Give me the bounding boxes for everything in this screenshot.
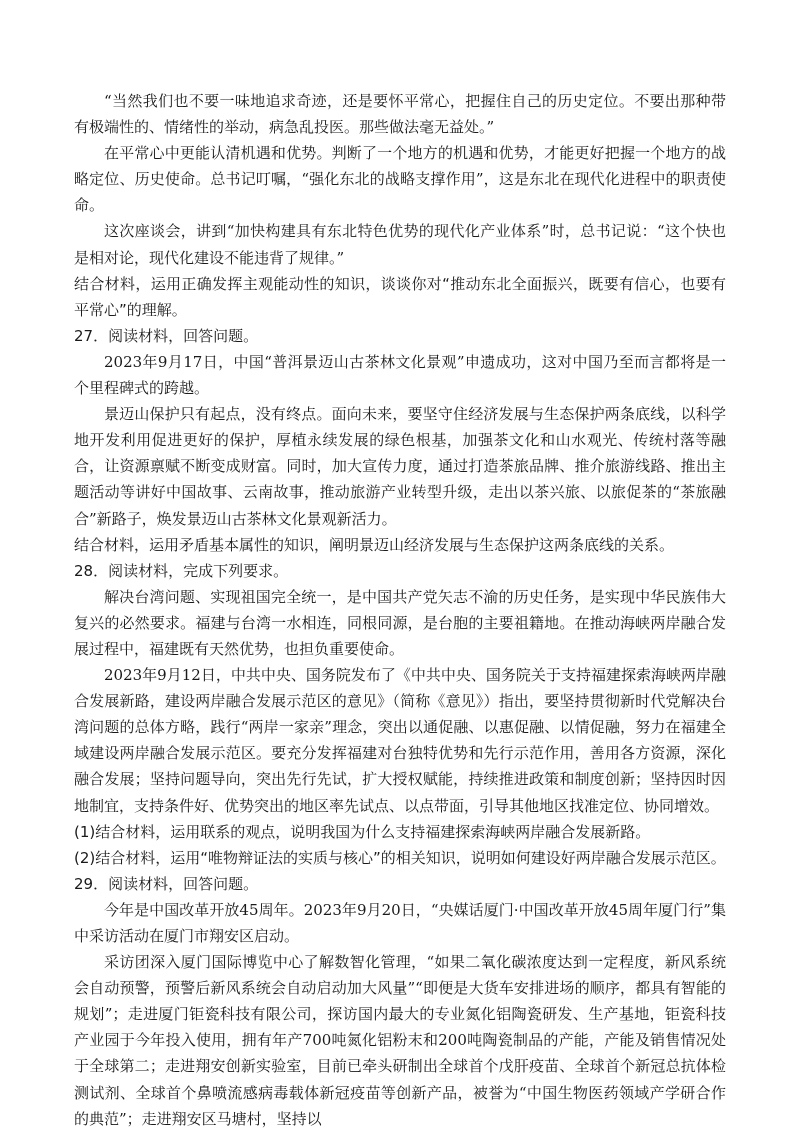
quote-paragraph: “当然我们也不要一味地追求奇迹，还是要怀平常心，把握住自己的历史定位。不要出那种带有极端性的、情绪性的举动，病急乱投医。那些做法毫无益处。” [74,92,726,137]
question-prompt: 结合材料，运用正确发挥主观能动性的知识，谈谈你对“推动东北全面振兴，既要有信心，也要有平常心”的理解。 [74,274,726,319]
question-29-heading: 29．阅读材料，回答问题。 [74,874,259,893]
material-paragraph: 2023年9月12日，中共中央、国务院发布了《中共中央、国务院关于支持福建探索海峡两岸融合发展新路，建设两岸融合发展示范区的意见》（简称《意见》）指出，要坚持贯彻新时代党解决台湾问题的总体方略，践行“两岸一家亲”理念，突出以通促融、以惠促融、以情促融，努力在福建全域建设两岸融合发展示范区。要充分发挥福建对台独特优势和先行示范作用，善用各方资源，深化融合发展；坚持问题导向，突出先行先试，扩大授权赋能，持续推进政策和制度创新；坚持因时因地制宜，支持条件好、优势突出的地区率先试点、以点带面，引导其他地区找准定位、协同增效。 [74,666,726,815]
question-28-heading: 28．阅读材料，完成下列要求。 [74,561,289,580]
document-body [74,88,726,1132]
material-paragraph: 景迈山保护只有起点，没有终点。面向未来，要坚守住经济发展与生态保护两条底线，以科学地开发利用促进更好的保护，厚植永续发展的绿色根基，加强茶文化和山水观光、传统村落等融合，让资源禀赋不断变成财富。同时，加大宣传力度，通过打造茶旅品牌、推介旅游线路、推出主题活动等讲好中国故事、云南故事，推动旅游产业转型升级，走出以茶兴旅、以旅促茶的“茶旅融合”新路子，焕发景迈山古茶林文化景观新活力。 [74,405,726,528]
material-paragraph: 在平常心中更能认清机遇和优势。判断了一个地方的机遇和优势，才能更好把握一个地方的战略定位、历史使命。总书记叮嘱，“强化东北的战略支撑作用”，这是东北在现代化进程中的职责使命。 [74,144,726,215]
material-paragraph: 2023年9月17日，中国“普洱景迈山古茶林文化景观”申遗成功，这对中国乃至而言都将是一个里程碑式的跨越。 [74,352,726,398]
sub-question-2: (2)结合材料，运用“唯物辩证法的实质与核心”的相关知识，说明如何建设好两岸融合发展示范区。 [74,848,726,867]
question-prompt: 结合材料，运用矛盾基本属性的知识，阐明景迈山经济发展与生态保护这两条底线的关系。 [74,535,675,554]
material-paragraph: 解决台湾问题、实现祖国完全统一，是中国共产党矢志不渝的历史任务，是实现中华民族伟大复兴的必然要求。福建与台湾一水相连，同根同源，是台胞的主要祖籍地。在推动海峡两岸融合发展过程中，福建既有天然优势，也担负重要使命。 [74,587,726,658]
sub-question-1: (1)结合材料，运用联系的观点，说明我国为什么支持福建探索海峡两岸融合发展新路。 [74,822,651,841]
question-27-heading: 27．阅读材料，回答问题。 [74,326,259,345]
material-paragraph: 这次座谈会，讲到“加快构建具有东北特色优势的现代化产业体系”时，总书记说：“这个快也是相对论，现代化建设不能违背了规律。” [74,222,726,267]
material-paragraph: 采访团深入厦门国际博览中心了解数智化管理，“如果二氧化碳浓度达到一定程度，新风系统会自动预警，预警后新风系统会自动启动加大风量”“即便是大货车安排进场的顺序，都具有智能的规划”；走进厦门钜瓷科技有限公司，探访国内最大的专业氮化铝陶瓷研发、生产基地，钜瓷科技产业园于今年投入使用，拥有年产700吨氮化铝粉末和200吨陶瓷制品的产能，产能及销售情况处于全球第二；走进翔安创新实验室，目前已牵头研制出全球首个戊肝疫苗、全球首个新冠总抗体检测试剂、全球首个鼻喷流感病毒载体新冠疫苗等创新产品，被誉为“中国生物医药领域产学研合作的典范”；走进翔安区马塘村，坚持以 [74,953,726,1128]
material-paragraph: 今年是中国改革开放45周年。2023年9月20日，“央媒话厦门·中国改革开放45周年厦门行”集中采访活动在厦门市翔安区启动。 [74,900,726,945]
